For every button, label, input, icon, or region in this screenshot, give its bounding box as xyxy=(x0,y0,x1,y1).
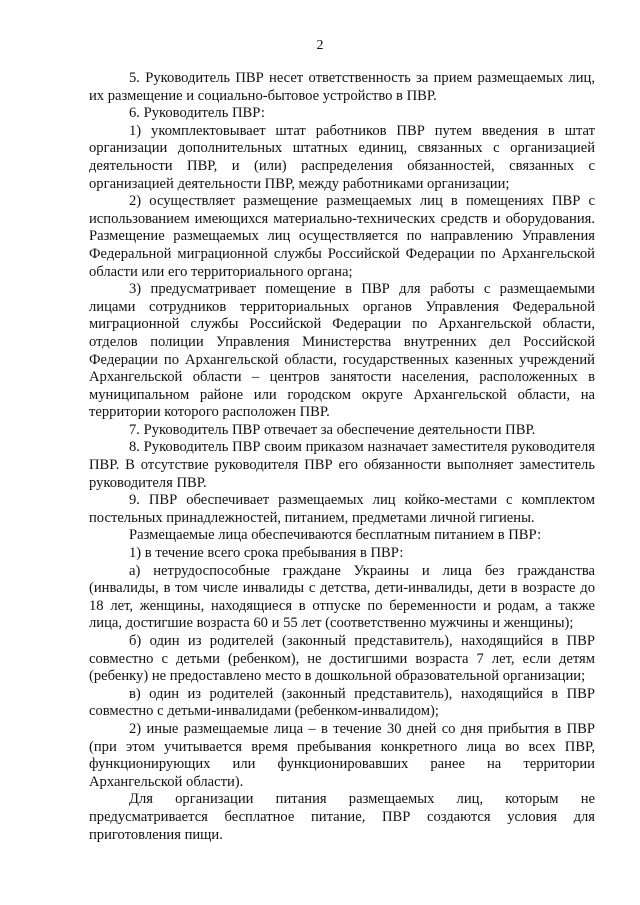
paragraph-free-meals-item-2: 2) иные размещаемые лица – в течение 30 дней со дня прибытия в ПВР (при этом учитывается время пребывания конкретного лица во всех ПВР, функционирующих или функционировавших ранее на территории Архангельской области). xyxy=(89,720,595,790)
paragraph-5: 5. Руководитель ПВР несет ответственность за прием размещаемых лиц, их размещение и социально-бытовое устройство в ПВР. xyxy=(89,70,595,104)
paragraph-6-item-2: 2) осуществляет размещение размещаемых лиц в помещениях ПВР с использованием имеющихся материально-технических средств и оборудования. Размещение размещаемых лиц осуществляется по направлению Управления Федеральной миграционной службы Российской Федерации по Архангельской области или его территориального органа; xyxy=(89,193,595,280)
paragraph-6-item-1: 1) укомплектовывает штат работников ПВР путем введения в штат организации дополнительных штатных единиц, связанных с организацией деятельности ПВР, и (или) распределения обязанностей, связанных с организацией деятельности ПВР, между работниками организации; xyxy=(89,122,595,192)
paragraph-8: 8. Руководитель ПВР своим приказом назначает заместителя руководителя ПВР. В отсутствие руководителя ПВР его обязанности выполняет заместитель руководителя ПВР. xyxy=(89,439,595,491)
paragraph-free-meals-intro: Размещаемые лица обеспечиваются бесплатным питанием в ПВР: xyxy=(129,527,542,544)
paragraph-free-meals-item-1b: б) один из родителей (законный представитель), находящийся в ПВР совместно с детьми (ребенком), не достигшими возраста 7 лет, если детям (ребенку) не предоставлено место в дошкольной образовательной организации; xyxy=(89,633,595,685)
paragraph-6-item-3: 3) предусматривает помещение в ПВР для работы с размещаемыми лицами сотрудников территориальных органов Управления Федеральной миграционной службы Российской Федерации по Архангельской области, отделов полиции Управления Министерства внутренних дел Российской Федерации по Архангельской области, государственных казенных учреждений Архангельской области – центров занятости населения, расположенных в муниципальном районе или городском округе Архангельской области, на территории которого расположен ПВР. xyxy=(89,281,595,421)
paragraph-9: 9. ПВР обеспечивает размещаемых лиц койко-местами с комплектом постельных принадлежностей, питанием, предметами личной гигиены. xyxy=(89,492,595,526)
document-body xyxy=(89,70,595,844)
paragraph-7: 7. Руководитель ПВР отвечает за обеспечение деятельности ПВР. xyxy=(129,421,536,438)
page-number: 2 xyxy=(316,38,324,53)
paragraph-6-heading: 6. Руководитель ПВР: xyxy=(129,105,265,122)
paragraph-paid-meals: Для организации питания размещаемых лиц, которым не предусматривается бесплатное питание, ПВР создаются условия для приготовления пищи. xyxy=(89,791,595,843)
paragraph-free-meals-item-1: 1) в течение всего срока пребывания в ПВР: xyxy=(129,545,404,562)
paragraph-free-meals-item-1a: а) нетрудоспособные граждане Украины и лица без гражданства (инвалиды, в том числе инвалиды с детства, дети-инвалиды, дети в возрасте до 18 лет, женщины, находящиеся в отпуске по беременности и родам, а также лица, достигшие возраста 60 и 55 лет (соответственно мужчины и женщины); xyxy=(89,562,595,632)
paragraph-free-meals-item-1c: в) один из родителей (законный представитель), находящийся в ПВР совместно с детьми-инвалидами (ребенком-инвалидом); xyxy=(89,685,595,720)
